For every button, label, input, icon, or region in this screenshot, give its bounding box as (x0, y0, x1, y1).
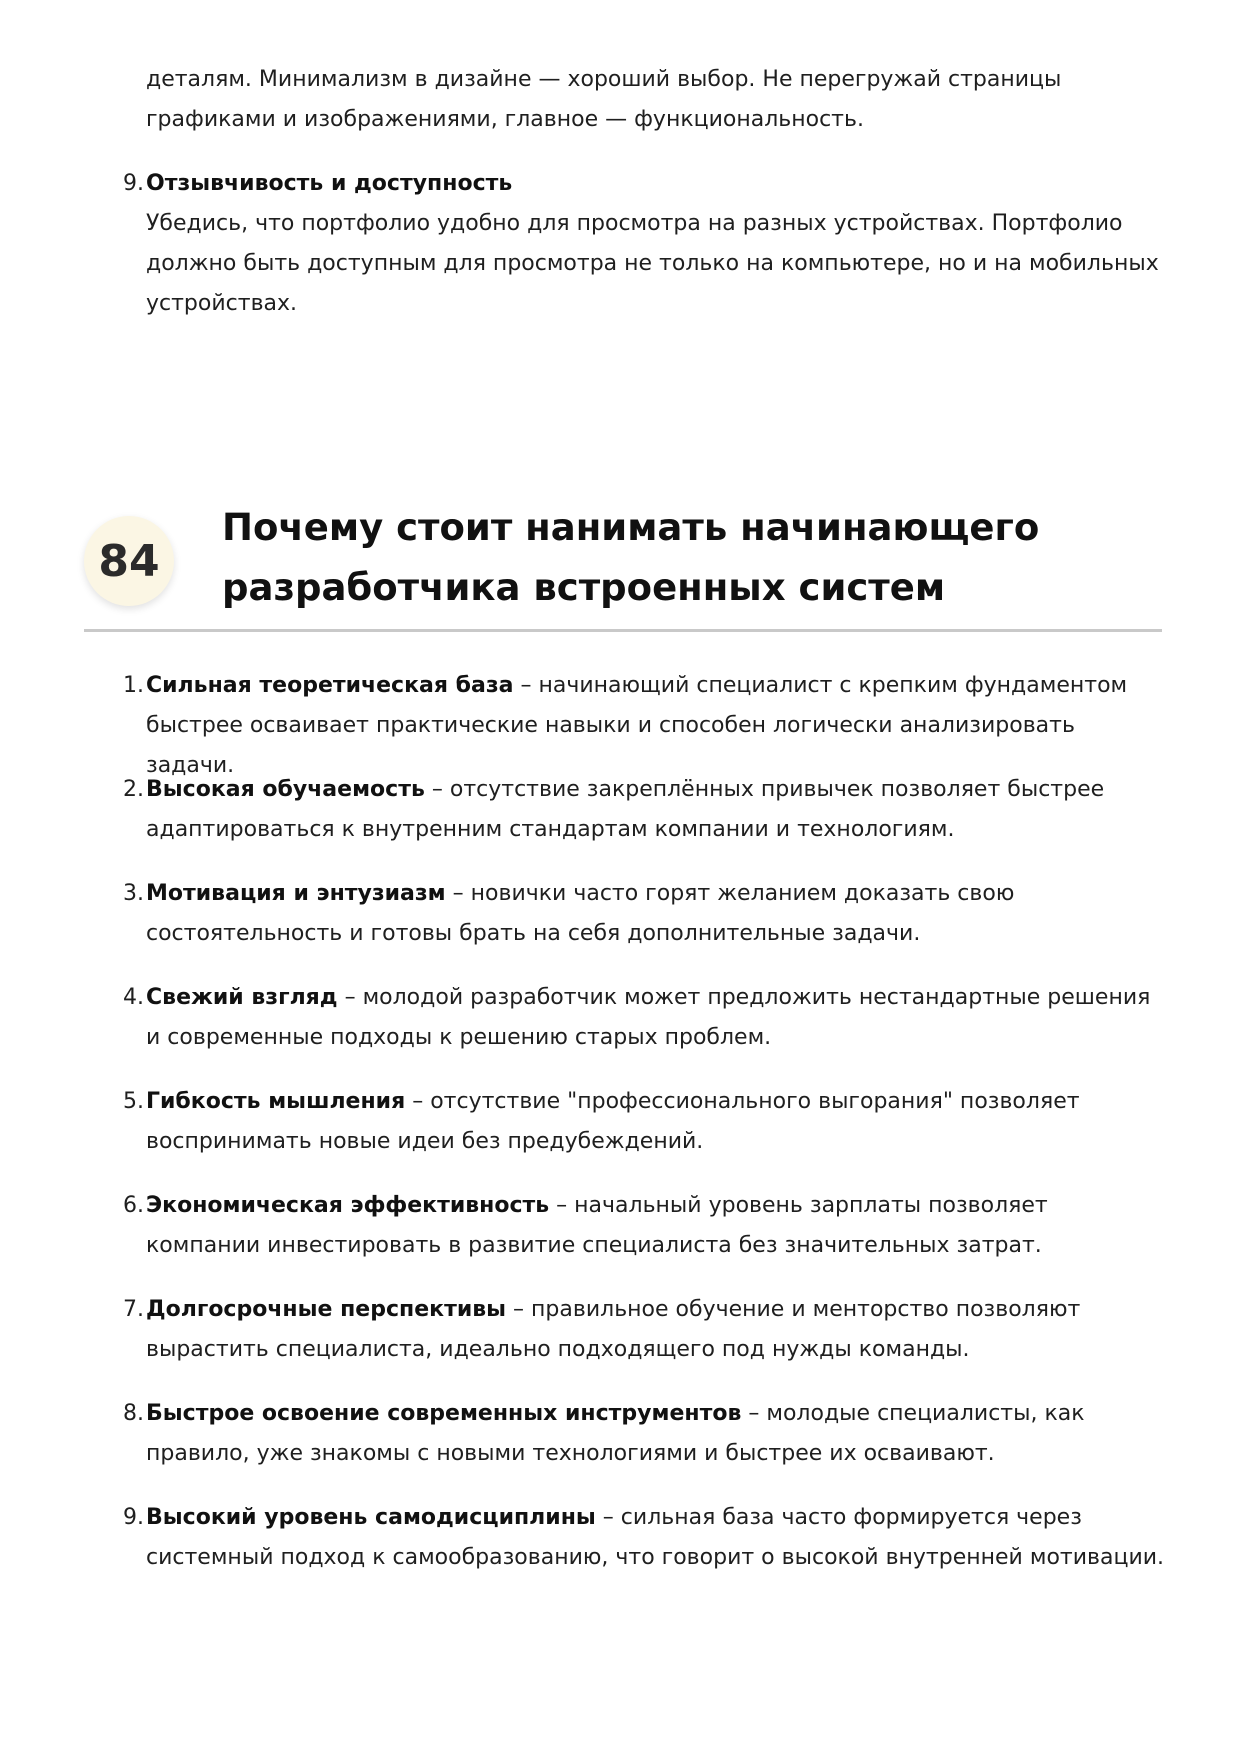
list-number: 9. (123, 1505, 144, 1530)
item-title: Высокий уровень самодисциплины (146, 1505, 596, 1530)
list-number: 3. (123, 881, 144, 906)
list-number: 8. (123, 1401, 144, 1426)
prev-list-item (110, 164, 1166, 324)
list-item (110, 770, 1166, 850)
item-text: – молодой разработчик может предложить нестандартные решения и современные подходы к решению старых проблем. (146, 985, 1151, 1050)
list-item (110, 666, 1166, 786)
item-title: Отзывчивость и доступность (146, 171, 513, 196)
item-text: – начинающий специалист с крепким фундаментом быстрее осваивает практические навыки и способен логически анализировать задачи. (146, 673, 1128, 778)
list-item (110, 1082, 1166, 1162)
list-number: 7. (123, 1297, 144, 1322)
section-number-badge: 84 (84, 516, 174, 606)
list-number: 1. (123, 673, 144, 698)
item-text: – сильная база часто формируется через системный подход к самообразованию, что говорит о высокой внутренней мотивации. (146, 1505, 1165, 1570)
item-title: Экономическая эффективность (146, 1193, 550, 1218)
item-text: – молодые специалисты, как правило, уже знакомы с новыми технологиями и быстрее их осваивают. (146, 1401, 1085, 1466)
list-number: 6. (123, 1193, 144, 1218)
section-header (84, 496, 1162, 632)
list-item (110, 1498, 1166, 1578)
list-number: 9. (123, 171, 144, 196)
item-text: – начальный уровень зарплаты позволяет компании инвестировать в развитие специалиста без значительных затрат. (146, 1193, 1048, 1258)
list-item (110, 978, 1166, 1058)
item-text: – отсутствие закреплённых привычек позволяет быстрее адаптироваться к внутренним стандартам компании и технологиям. (146, 777, 1105, 842)
list-number: 5. (123, 1089, 144, 1114)
list-item (110, 1186, 1166, 1266)
list-item (110, 1394, 1166, 1474)
section-title: Почему стоит нанимать начинающего разработчика встроенных систем (222, 506, 1040, 609)
list-item (110, 874, 1166, 954)
item-title: Свежий взгляд (146, 985, 338, 1010)
item-title: Долгосрочные перспективы (146, 1297, 507, 1322)
list-number: 2. (123, 777, 144, 802)
item-text: – новички часто горят желанием доказать свою состоятельность и готовы брать на себя дополнительные задачи. (146, 881, 1015, 946)
list-number: 4. (123, 985, 144, 1010)
item-text: Убедись, что портфолио удобно для просмотра на разных устройствах. Портфолио должно быть доступным для просмотра не только на компьютере, но и на мобильных устройствах. (146, 211, 1159, 316)
item-text: – правильное обучение и менторство позволяют вырастить специалиста, идеально подходящего под нужды команды. (146, 1297, 1081, 1362)
item-text: – отсутствие "профессионального выгорания" позволяет воспринимать новые идеи без предубеждений. (146, 1089, 1080, 1154)
item-title: Быстрое освоение современных инструментов (146, 1401, 742, 1426)
item-title: Мотивация и энтузиазм (146, 881, 446, 906)
item-title: Высокая обучаемость (146, 777, 425, 802)
continuation-paragraph: деталям. Минимализм в дизайне — хороший выбор. Не перегружай страницы графиками и изображениями, главное — функциональность. (146, 67, 1062, 132)
list-item (110, 1290, 1166, 1370)
item-title: Гибкость мышления (146, 1089, 406, 1114)
item-title: Сильная теоретическая база (146, 673, 514, 698)
section-divider (84, 629, 1162, 632)
